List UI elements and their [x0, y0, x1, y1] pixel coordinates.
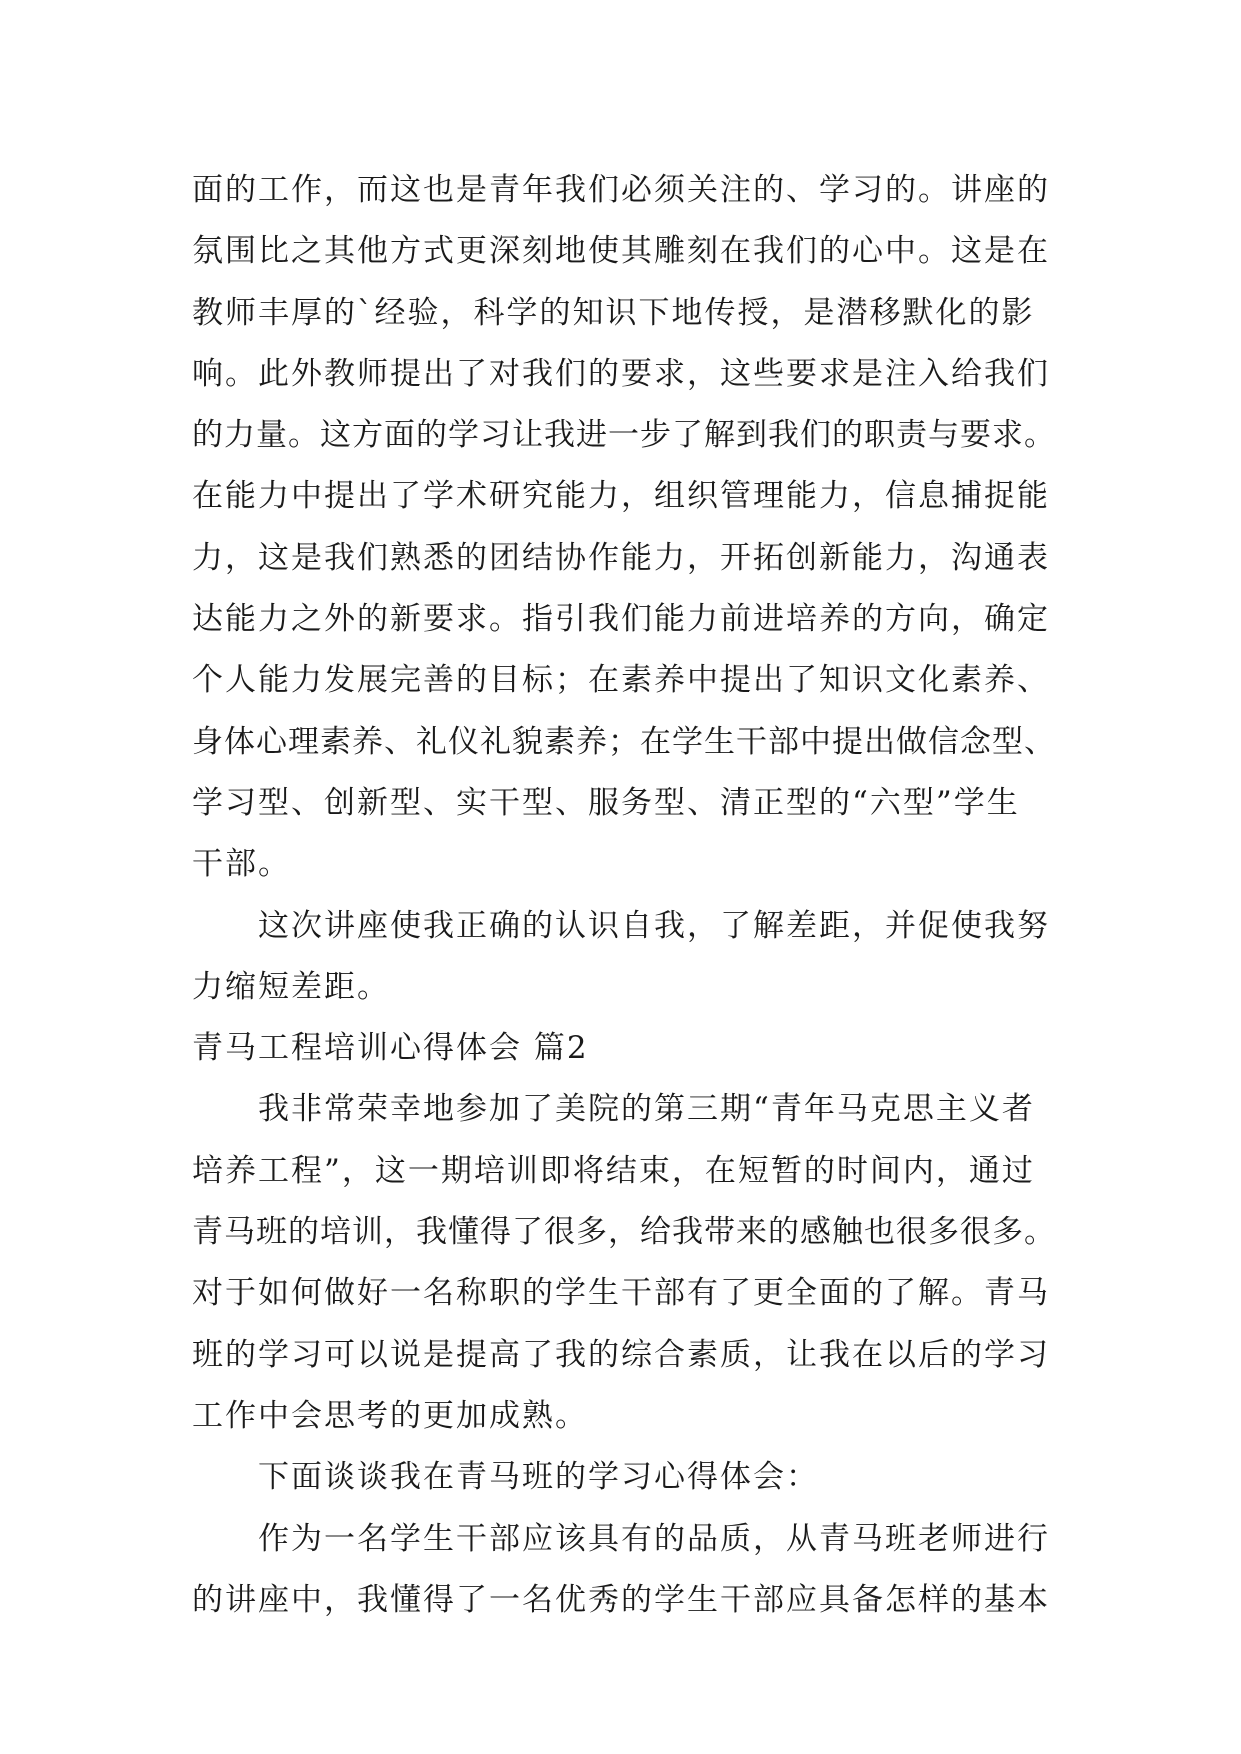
text-line: 下面谈谈我在青马班的学习心得体会： [258, 1459, 819, 1496]
text-line: 个人能力发展完善的目标；在素养中提出了知识文化素养、 [192, 662, 1050, 699]
document-body [192, 160, 1060, 1631]
text-line: 达能力之外的新要求。指引我们能力前进培养的方向，确定 [192, 601, 1050, 638]
text-line: 力缩短差距。 [192, 968, 390, 1005]
text-line: 响。此外教师提出了对我们的要求，这些要求是注入给我们 [192, 355, 1050, 392]
text-line: 对于如何做好一名称职的学生干部有了更全面的了解。青马 [192, 1275, 1050, 1312]
text-line: 氛围比之其他方式更深刻地使其雕刻在我们的心中。这是在 [192, 233, 1050, 270]
text-line: 教师丰厚的`经验，科学的知识下地传授，是潜移默化的影 [192, 294, 1035, 331]
text-line: 这次讲座使我正确的认识自我，了解差距，并促使我努 [258, 907, 1050, 944]
text-line: 面的工作，而这也是青年我们必须关注的、学习的。讲座的 [192, 172, 1050, 208]
text-line: 我非常荣幸地参加了美院的第三期“青年马克思主义者 [258, 1091, 1035, 1128]
text-line: 力，这是我们熟悉的团结协作能力，开拓创新能力，沟通表 [192, 539, 1050, 576]
text-line: 青马班的培训，我懂得了很多，给我带来的感触也很多很多。 [192, 1214, 1056, 1251]
text-line: 学习型、创新型、实干型、服务型、清正型的“六型”学生 [192, 784, 1020, 821]
text-line: 身体心理素养、礼仪礼貌素养；在学生干部中提出做信念型、 [192, 723, 1056, 760]
text-line: 工作中会思考的更加成熟。 [192, 1397, 588, 1434]
section-heading: 青马工程培训心得体会 篇2 [192, 1030, 589, 1067]
text-line: 的讲座中，我懂得了一名优秀的学生干部应具备怎样的基本 [192, 1581, 1050, 1618]
text-line: 作为一名学生干部应该具有的品质，从青马班老师进行 [258, 1520, 1050, 1557]
text-line: 培养工程”，这一期培训即将结束，在短暂的时间内，通过 [192, 1152, 1035, 1189]
text-line: 在能力中提出了学术研究能力，组织管理能力，信息捕捉能 [192, 478, 1050, 515]
text-line: 的力量。这方面的学习让我进一步了解到我们的职责与要求。 [192, 417, 1056, 454]
text-line: 班的学习可以说是提高了我的综合素质，让我在以后的学习 [192, 1336, 1050, 1373]
text-line: 干部。 [192, 846, 291, 883]
